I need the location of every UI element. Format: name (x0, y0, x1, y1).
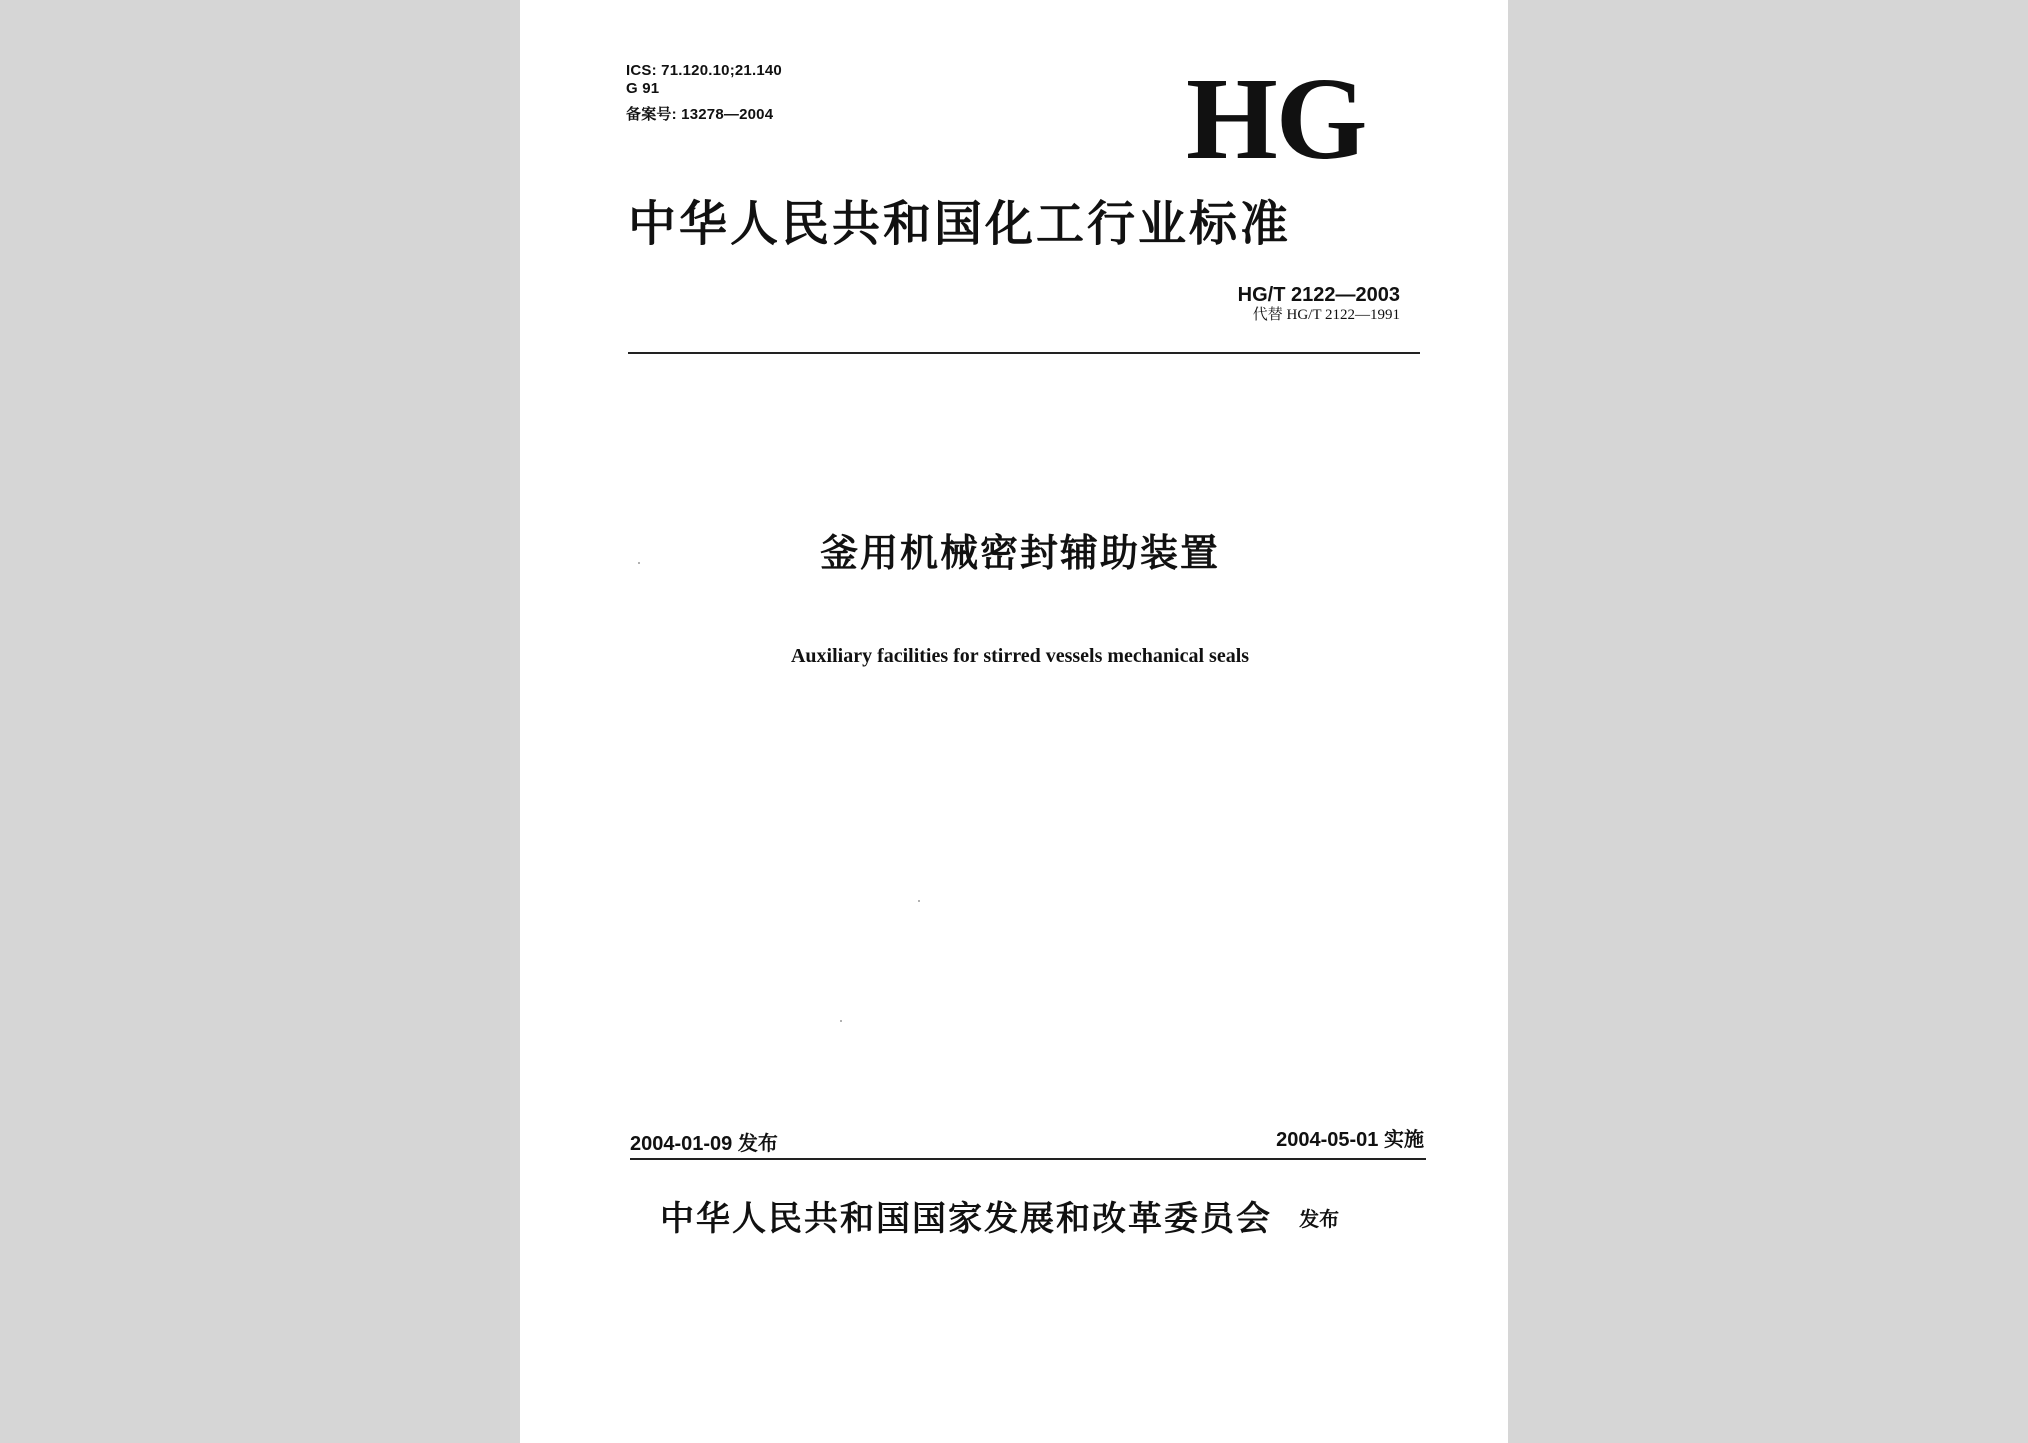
publisher-name: 中华人民共和国国家发展和改革委员会 (660, 1199, 1272, 1239)
document-page (520, 0, 1508, 1443)
standard-code: HG/T 2122—2003 (1237, 284, 1400, 306)
classification-code: G 91 (626, 80, 660, 97)
ics-code: ICS: 71.120.10;21.140 (626, 62, 782, 79)
issue-date: 2004-01-09 发布 (630, 1133, 778, 1155)
publisher-suffix: 发布 (1299, 1207, 1340, 1231)
scan-speck (638, 562, 640, 564)
hg-logo: HG (1186, 53, 1366, 184)
standard-title: 中华人民共和国化工行业标准 (628, 196, 1292, 252)
publisher (660, 1198, 1339, 1246)
document-title-chinese: 釜用机械密封辅助装置 (819, 531, 1220, 575)
replaces-standard: 代替 HG/T 2122—1991 (1252, 307, 1400, 323)
scan-speck (918, 900, 920, 902)
document-title-english: Auxiliary facilities for stirred vessels mechanical seals (790, 645, 1250, 667)
scan-speck (840, 1020, 842, 1022)
top-divider (628, 352, 1420, 354)
bottom-divider (630, 1158, 1426, 1160)
record-number: 备案号: 13278—2004 (626, 106, 774, 123)
implementation-date: 2004-05-01 实施 (1276, 1129, 1424, 1151)
